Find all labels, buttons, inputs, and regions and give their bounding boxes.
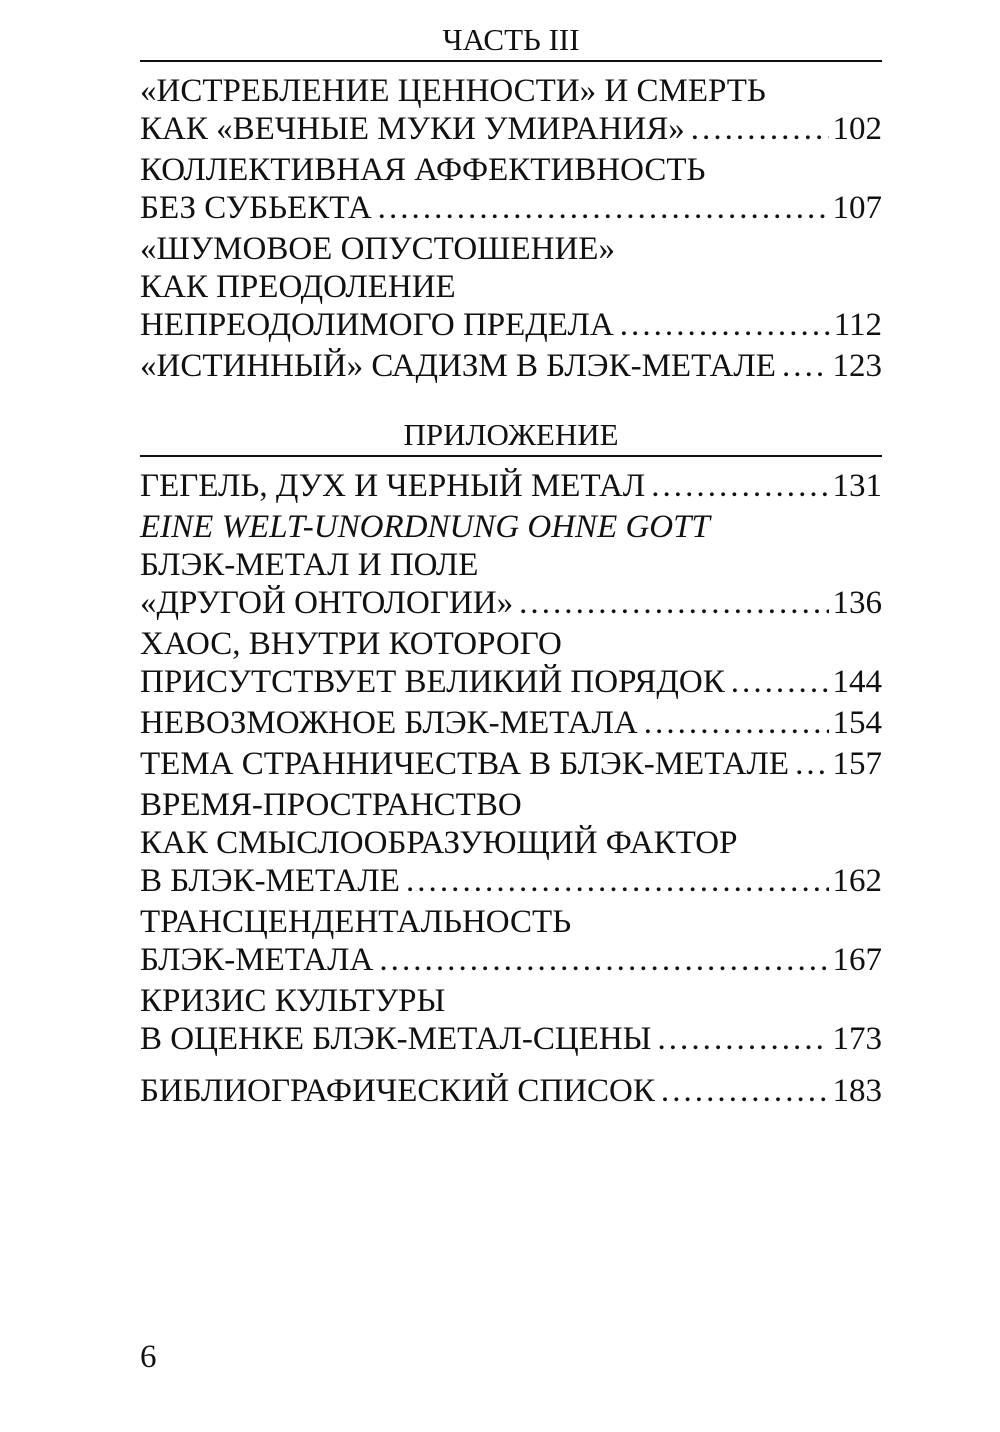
toc-entry bbox=[140, 903, 882, 979]
toc-entry-line: БЛЭК-МЕТАЛ И ПОЛЕ bbox=[140, 547, 479, 583]
toc-entry-line: КРИЗИС КУЛЬТУРЫ bbox=[140, 983, 446, 1019]
toc-entry-final-line bbox=[140, 110, 882, 148]
toc-entry bbox=[140, 467, 882, 505]
dot-leader bbox=[644, 704, 829, 742]
toc-page-number: 173 bbox=[832, 1021, 882, 1057]
toc-entry bbox=[140, 230, 882, 344]
toc-entry-title: НЕВОЗМОЖНОЕ БЛЭК-МЕТАЛА bbox=[140, 705, 638, 741]
toc-entry bbox=[140, 704, 882, 742]
toc-entry-title: В ОЦЕНКЕ БЛЭК-МЕТАЛ-СЦЕНЫ bbox=[140, 1021, 652, 1057]
toc-entry-line: КАК СМЫСЛООБРАЗУЮЩИЙ ФАКТОР bbox=[140, 825, 738, 861]
toc-entry bbox=[140, 625, 882, 701]
toc-page-number: 167 bbox=[832, 942, 882, 978]
dot-leader bbox=[620, 306, 830, 344]
toc-entry-final-line bbox=[140, 189, 882, 227]
toc-entry bbox=[140, 508, 882, 622]
dot-leader bbox=[782, 347, 829, 385]
toc-entry-title: ПРИСУТСТВУЕТ ВЕЛИКИЙ ПОРЯДОК bbox=[140, 664, 725, 700]
toc-entry-bibliography bbox=[140, 1072, 882, 1110]
toc-entry bbox=[140, 745, 882, 783]
toc-entry-line: ВРЕМЯ-ПРОСТРАНСТВО bbox=[140, 787, 522, 823]
toc-entry bbox=[140, 347, 882, 385]
toc-entry bbox=[140, 151, 882, 227]
toc-entry-title: ГЕГЕЛЬ, ДУХ И ЧЕРНЫЙ МЕТАЛ bbox=[140, 468, 646, 504]
toc-page-number: 107 bbox=[832, 190, 882, 226]
dot-leader bbox=[378, 189, 829, 227]
toc-entry-final-line bbox=[140, 704, 882, 742]
dot-leader bbox=[379, 941, 828, 979]
toc-entry-title: БЕЗ СУБЬЕКТА bbox=[140, 190, 372, 226]
toc-entry bbox=[140, 786, 882, 900]
toc-entry-final-line bbox=[140, 306, 882, 344]
toc-entry-final-line bbox=[140, 347, 882, 385]
toc-page-number: 162 bbox=[832, 863, 882, 899]
toc-entry-line: КОЛЛЕКТИВНАЯ АФФЕКТИВНОСТЬ bbox=[140, 152, 706, 188]
toc-entry-final-line bbox=[140, 862, 882, 900]
section-heading-appendix: ПРИЛОЖЕНИЕ bbox=[140, 417, 882, 457]
dot-leader bbox=[691, 110, 829, 148]
toc-page-number: 131 bbox=[832, 468, 882, 504]
toc-entry-final-line bbox=[140, 584, 882, 622]
toc-entry-title: В БЛЭК-МЕТАЛЕ bbox=[140, 863, 400, 899]
toc-page-number: 123 bbox=[832, 348, 882, 384]
toc-entry-title: «ИСТИННЫЙ» САДИЗМ В БЛЭК-МЕТАЛЕ bbox=[140, 348, 776, 384]
dot-leader bbox=[661, 1072, 829, 1110]
toc-entry-final-line bbox=[140, 1020, 882, 1058]
toc-entry-line: КАК ПРЕОДОЛЕНИЕ bbox=[140, 269, 456, 305]
toc-page-number: 154 bbox=[832, 705, 882, 741]
toc-page-number: 136 bbox=[832, 585, 882, 621]
table-of-contents bbox=[140, 22, 882, 1113]
toc-entry-title: БЛЭК-МЕТАЛА bbox=[140, 942, 374, 978]
toc-entry-title: НЕПРЕОДОЛИМОГО ПРЕДЕЛА bbox=[140, 307, 614, 343]
toc-entry-final-line bbox=[140, 663, 882, 701]
toc-page-number: 157 bbox=[832, 746, 882, 782]
toc-entry-title: БИБЛИОГРАФИЧЕСКИЙ СПИСОК bbox=[140, 1073, 655, 1109]
toc-entry-final-line bbox=[140, 941, 882, 979]
toc-entry bbox=[140, 982, 882, 1058]
toc-entry-line: ХАОС, ВНУТРИ КОТОРОГО bbox=[140, 626, 562, 662]
dot-leader bbox=[731, 663, 829, 701]
toc-page-number: 112 bbox=[833, 307, 882, 343]
dot-leader bbox=[651, 467, 828, 505]
toc-page-number: 144 bbox=[832, 664, 882, 700]
toc-page-number: 183 bbox=[832, 1073, 882, 1109]
toc-entry bbox=[140, 72, 882, 148]
toc-entry-line: «ИСТРЕБЛЕНИЕ ЦЕННОСТИ» И СМЕРТЬ bbox=[140, 73, 766, 109]
dot-leader bbox=[657, 1020, 828, 1058]
toc-entry-italic-line: EINE WELT-UNORDNUNG OHNE GOTT bbox=[140, 509, 710, 545]
page-number: 6 bbox=[140, 1339, 157, 1375]
toc-entry-final-line bbox=[140, 1072, 882, 1110]
dot-leader bbox=[406, 862, 829, 900]
dot-leader bbox=[519, 584, 828, 622]
toc-entry-line: «ШУМОВОЕ ОПУСТОШЕНИЕ» bbox=[140, 231, 615, 267]
toc-entry-final-line bbox=[140, 467, 882, 505]
section-heading-part-3: ЧАСТЬ III bbox=[140, 22, 882, 62]
toc-entry-final-line bbox=[140, 745, 882, 783]
toc-entry-title: КАК «ВЕЧНЫЕ МУКИ УМИРАНИЯ» bbox=[140, 111, 685, 147]
dot-leader bbox=[795, 745, 828, 783]
toc-entry-title: «ДРУГОЙ ОНТОЛОГИИ» bbox=[140, 585, 514, 621]
toc-entry-title: ТЕМА СТРАННИЧЕСТВА В БЛЭК-МЕТАЛЕ bbox=[140, 746, 790, 782]
toc-entry-line: ТРАНСЦЕНДЕНТАЛЬНОСТЬ bbox=[140, 904, 572, 940]
toc-page-number: 102 bbox=[832, 111, 882, 147]
